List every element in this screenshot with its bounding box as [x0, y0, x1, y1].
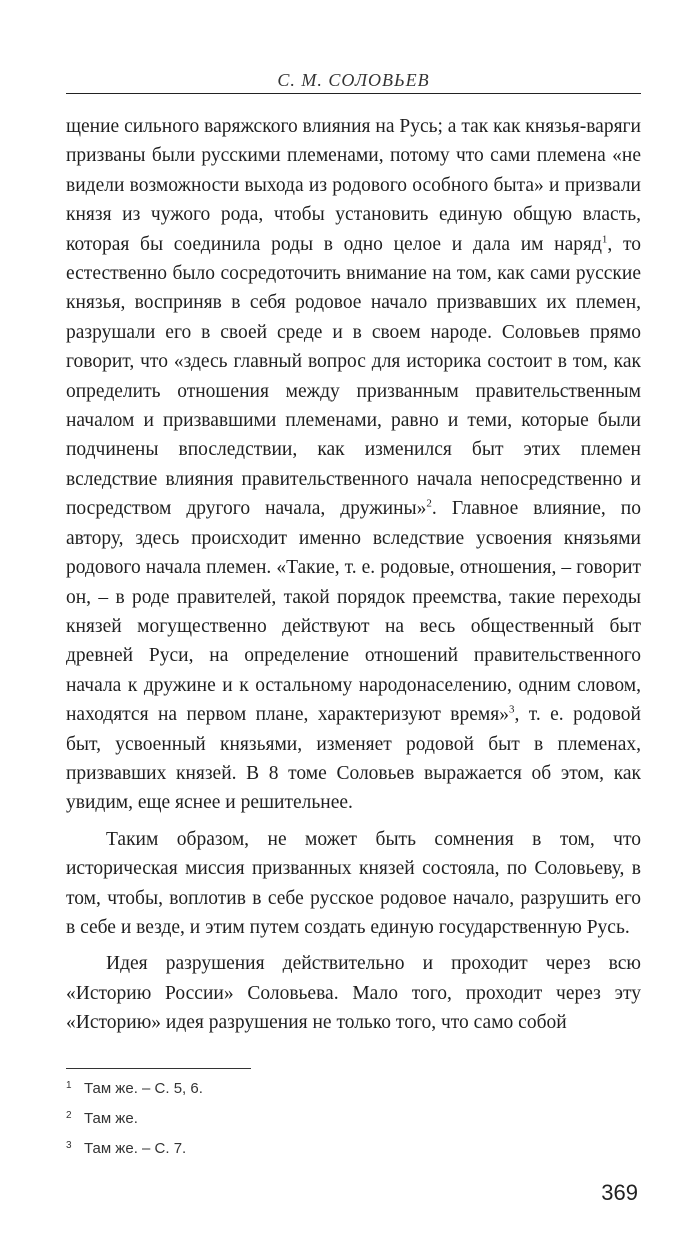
footnote-1-text: Там же. – С. 5, 6.	[84, 1080, 203, 1097]
paragraph-2: Таким образом, не может быть сомнения в том, что историческая миссия призванных князей состояла, по Соловьеву, в том, чтобы, воплотив в себе русское родовое начало, разрушить его в себе и везде, и этим путем создать единую государственную Русь.	[66, 828, 641, 938]
header-rule	[66, 93, 641, 94]
paragraph-1-text-b: , то естественно было сосредоточить внимание на том, как сами русские князья, восприняв в себя родовое начало призвавших их племен, разрушали его в своей среде и в своем народе. Соловьев прямо говорит, что «здесь главный вопрос для историка состоит в том, как определить отношения между призванным правительственным началом и призвавшими племенами, равно и теми, которые были подчинены впоследствии, как изменился быт этих племен вследствие влияния правительственного начала непосредственно и посредством другого начала, дружины»	[66, 233, 641, 520]
footnote-1	[66, 1080, 641, 1098]
paragraph-1-text-d: , т. е. родовой быт, усвоенный князьями, изменяет родовой быт в племенах, призвавших князей. В 8 томе Соловьев выражается об этом, как увидим, еще яснее и решительнее.	[66, 704, 641, 814]
footnote-1-mark: 1	[66, 1080, 72, 1091]
footnote-3-mark: 3	[66, 1140, 72, 1151]
footnote-3	[66, 1140, 641, 1158]
paragraph-1-text-a: щение сильного варяжского влияния на Русь; а так как князья-варяги призваны были русскими племенами, потому что сами племена «не видели возможности выхода из родового особного быта» и призвали князя из чужого рода, чтобы установить единую общую власть, которая бы соединила роды в одно целое и дала им наряд	[66, 116, 641, 255]
footnote-rule	[66, 1068, 251, 1069]
footnote-ref-2: 2	[426, 497, 432, 510]
paragraph-1-text-c: . Главное влияние, по автору, здесь происходит именно вследствие усвоения князьями родового начала племен. «Такие, т. е. родовые, отношения, – говорит он, – в роде правителей, такой порядок преемства, такие переходы князей могущественно действуют на весь общественный быт древней Руси, на определение отношений правительственного начала к дружине и к остальному народонаселению, одним словом, находятся на первом плане, характеризуют время»	[66, 498, 641, 726]
running-head-title: С. М. СОЛОВЬЕВ	[277, 70, 430, 90]
footnote-3-text: Там же. – С. 7.	[84, 1140, 187, 1157]
page-number: 369	[601, 1180, 638, 1205]
body-text	[66, 112, 641, 1038]
footnote-2-text: Там же.	[84, 1110, 138, 1127]
footnote-2-mark: 2	[66, 1110, 72, 1121]
paragraph-1	[66, 112, 641, 818]
footnote-ref-3: 3	[508, 703, 515, 716]
footnote-2	[66, 1110, 641, 1128]
footnote-ref-1: 1	[601, 233, 608, 246]
footnotes	[66, 1080, 641, 1170]
paragraph-3: Идея разрушения действительно и проходит через всю «Историю России» Соловьева. Мало того, проходит через эту «Историю» идея разрушения не только того, что само собой	[66, 953, 641, 1034]
